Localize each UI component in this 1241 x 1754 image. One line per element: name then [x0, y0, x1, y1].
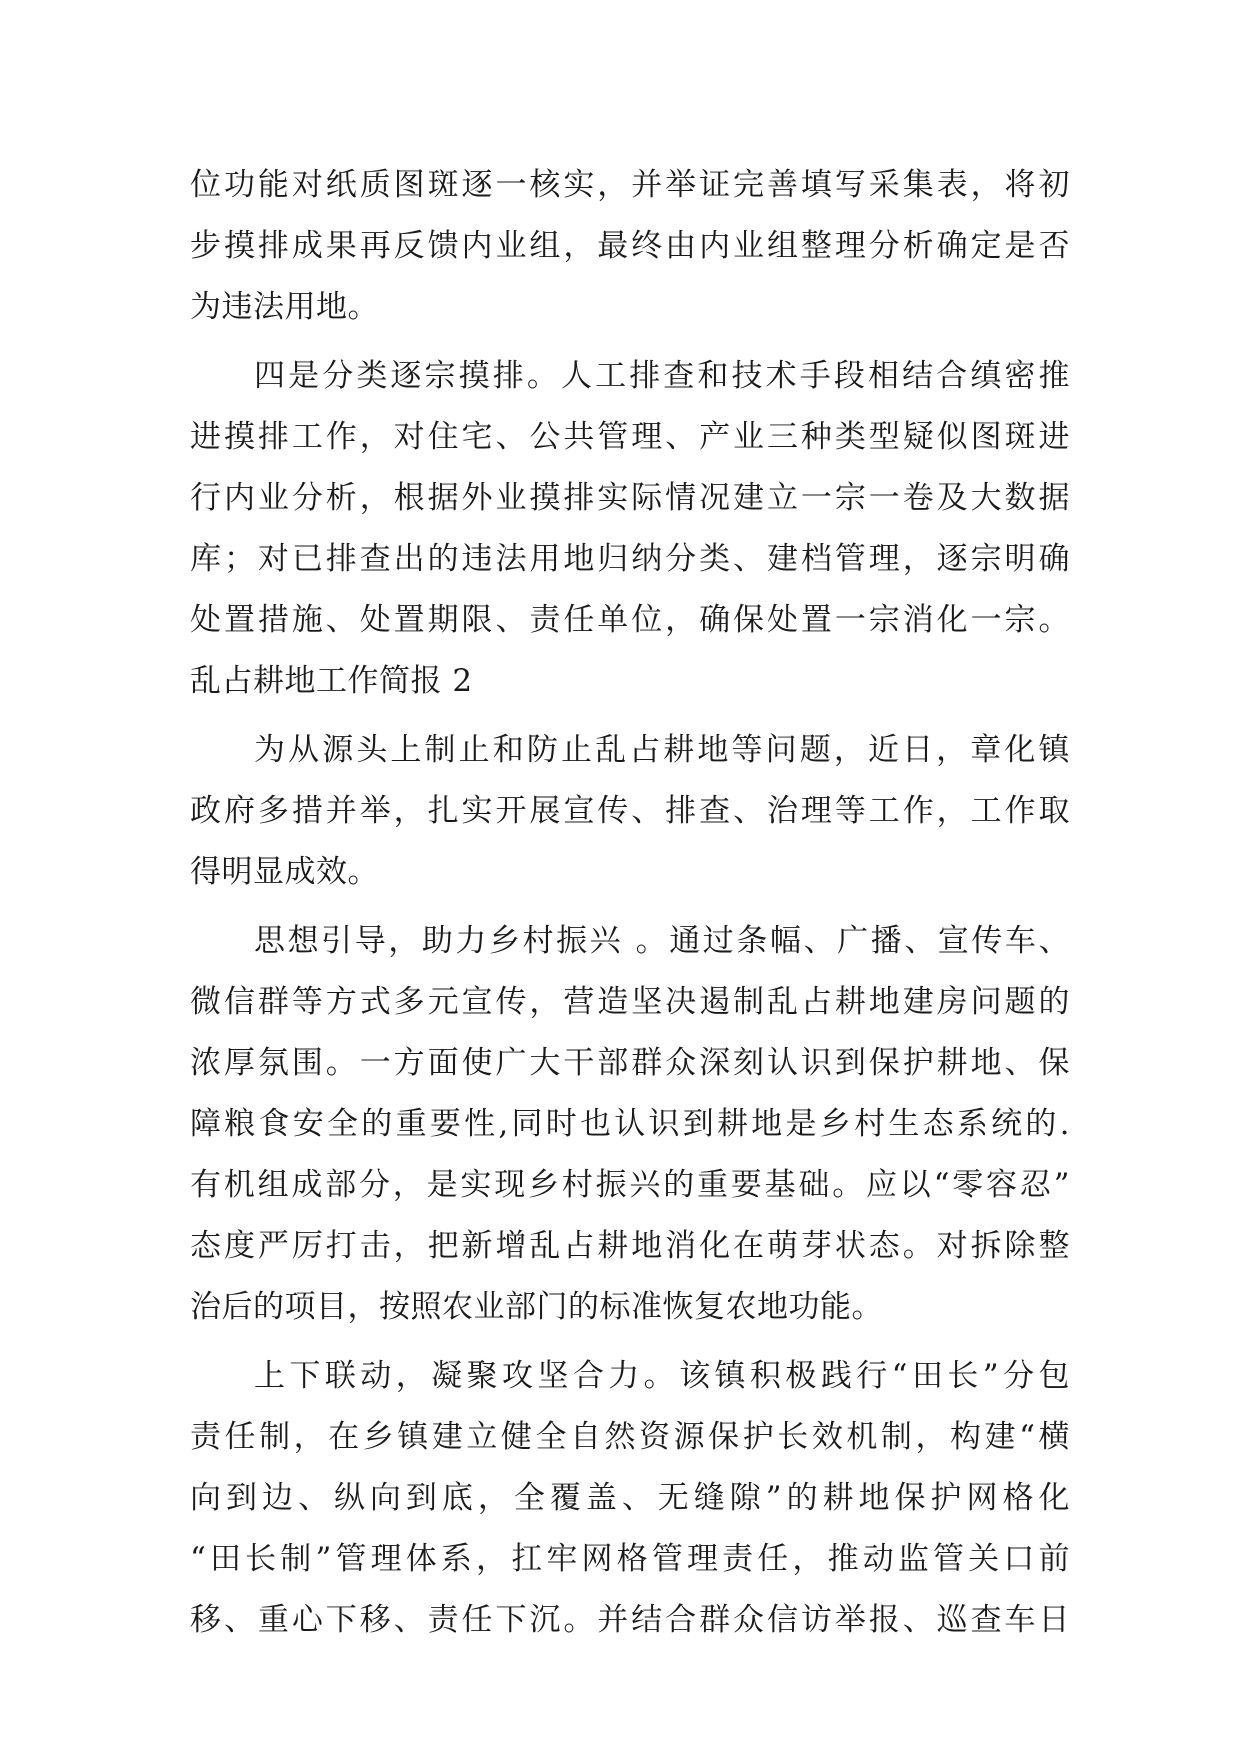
- text-line: 治后的项目，按照农业部门的标准恢复农地功能。: [190, 1289, 883, 1325]
- text-line: 向到边、纵向到底，全覆盖、无缝隙”的耕地保护网格化: [190, 1480, 1070, 1516]
- text-line: 为违法用地。: [190, 289, 379, 325]
- text-line: 上下联动，凝聚攻坚合力。该镇积极践行“田长”分包: [254, 1358, 1070, 1394]
- paragraph: [190, 1346, 1070, 1651]
- text-line: 浓厚氛围。一方面使广大干部群众深刻认识到保护耕地、保: [190, 1045, 1070, 1081]
- text-line: 四是分类逐宗摸排。人工排查和技术手段相结合缜密推: [254, 358, 1070, 394]
- text-line: 障粮食安全的重要性,同时也认识到耕地是乡村生态系统的.: [190, 1106, 1070, 1142]
- text-line: 行内业分析，根据外业摸排实际情况建立一宗一卷及大数据: [190, 480, 1070, 516]
- text-line: 移、重心下移、责任下沉。并结合群众信访举报、巡查车日: [190, 1602, 1070, 1638]
- document-body: [190, 155, 1070, 1651]
- paragraph: [190, 720, 1070, 903]
- text-line: 进摸排工作，对住宅、公共管理、产业三种类型疑似图斑进: [190, 419, 1070, 455]
- text-line: 有机组成部分，是实现乡村振兴的重要基础。应以“零容忍”: [190, 1167, 1070, 1203]
- paragraph: [190, 911, 1070, 1338]
- text-line: 为从源头上制止和防止乱占耕地等问题，近日，章化镇: [254, 732, 1070, 768]
- paragraph: [190, 155, 1070, 338]
- text-line: 得明显成效。: [190, 854, 379, 890]
- text-line: 微信群等方式多元宣传，营造坚决遏制乱占耕地建房问题的: [190, 984, 1070, 1020]
- paragraph: [190, 346, 1070, 651]
- text-line: 乱占耕地工作简报 2: [190, 663, 473, 699]
- text-line: 态度严厉打击，把新增乱占耕地消化在萌芽状态。对拆除整: [190, 1228, 1070, 1264]
- text-line: “田长制”管理体系，扛牢网格管理责任，推动监管关口前: [190, 1541, 1070, 1577]
- text-line: 库；对已排查出的违法用地归纳分类、建档管理，逐宗明确: [190, 541, 1070, 577]
- text-line: 政府多措并举，扎实开展宣传、排查、治理等工作，工作取: [190, 793, 1070, 829]
- section-title: [190, 651, 1070, 712]
- text-line: 位功能对纸质图斑逐一核实，并举证完善填写采集表，将初: [190, 167, 1070, 203]
- text-line: 处置措施、处置期限、责任单位，确保处置一宗消化一宗。: [190, 602, 1070, 638]
- text-line: 步摸排成果再反馈内业组，最终由内业组整理分析确定是否: [190, 228, 1070, 264]
- text-line: 思想引导，助力乡村振兴 。通过条幅、广播、宣传车、: [254, 923, 1070, 959]
- text-line: 责任制，在乡镇建立健全自然资源保护长效机制，构建“横: [190, 1419, 1070, 1455]
